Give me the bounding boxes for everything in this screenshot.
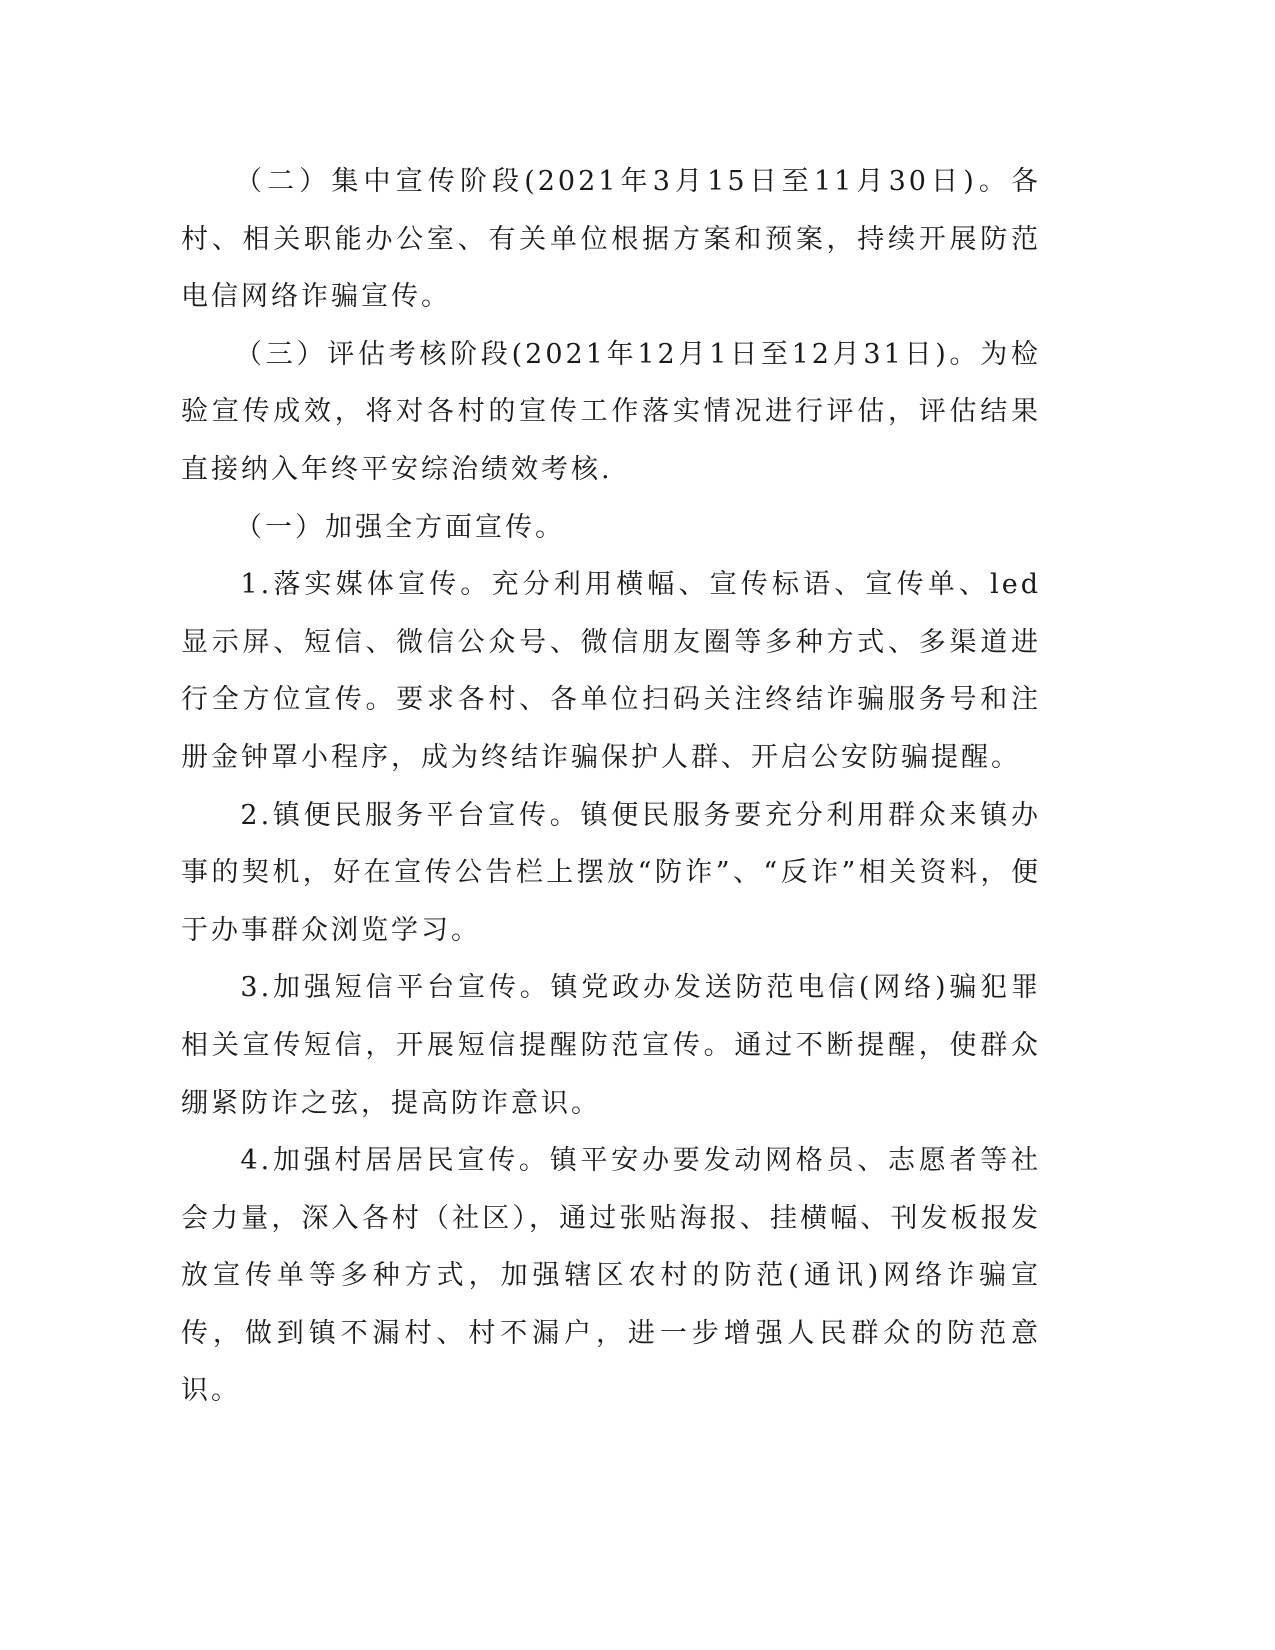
document-body	[181, 153, 1041, 1420]
paragraph-item-3: 3.加强短信平台宣传。镇党政办发送防范电信(网络)骗犯罪相关宣传短信，开展短信提醒防范宣传。通过不断提醒，使群众绷紧防诈之弦，提高防诈意识。	[181, 972, 1041, 1119]
paragraph-item-1: 1.落实媒体宣传。充分利用横幅、宣传标语、宣传单、led显示屏、短信、微信公众号、微信朋友圈等多种方式、多渠道进行全方位宣传。要求各村、各单位扫码关注终结诈骗服务号和注册金钟罩小程序，成为终结诈骗保护人群、开启公安防骗提醒。	[181, 569, 1041, 773]
paragraph-stage-three: （三）评估考核阶段(2021年12月1日至12月31日)。为检验宣传成效，将对各村的宣传工作落实情况进行评估，评估结果直接纳入年终平安综治绩效考核.	[181, 338, 1041, 485]
paragraph-item-4: 4.加强村居居民宣传。镇平安办要发动网格员、志愿者等社会力量，深入各村（社区），通过张贴海报、挂横幅、刊发板报发放宣传单等多种方式，加强辖区农村的防范(通讯)网络诈骗宣传，做到镇不漏村、村不漏户，进一步增强人民群众的防范意识。	[181, 1145, 1041, 1407]
paragraph-item-2: 2.镇便民服务平台宣传。镇便民服务要充分利用群众来镇办事的契机，好在宣传公告栏上摆放“防诈”、“反诈”相关资料，便于办事群众浏览学习。	[181, 799, 1041, 946]
paragraph-stage-two: （二）集中宣传阶段(2021年3月15日至11月30日)。各村、相关职能办公室、有关单位根据方案和预案，持续开展防范电信网络诈骗宣传。	[181, 166, 1041, 313]
paragraph-section-heading: （一）加强全方面宣传。	[235, 511, 565, 543]
